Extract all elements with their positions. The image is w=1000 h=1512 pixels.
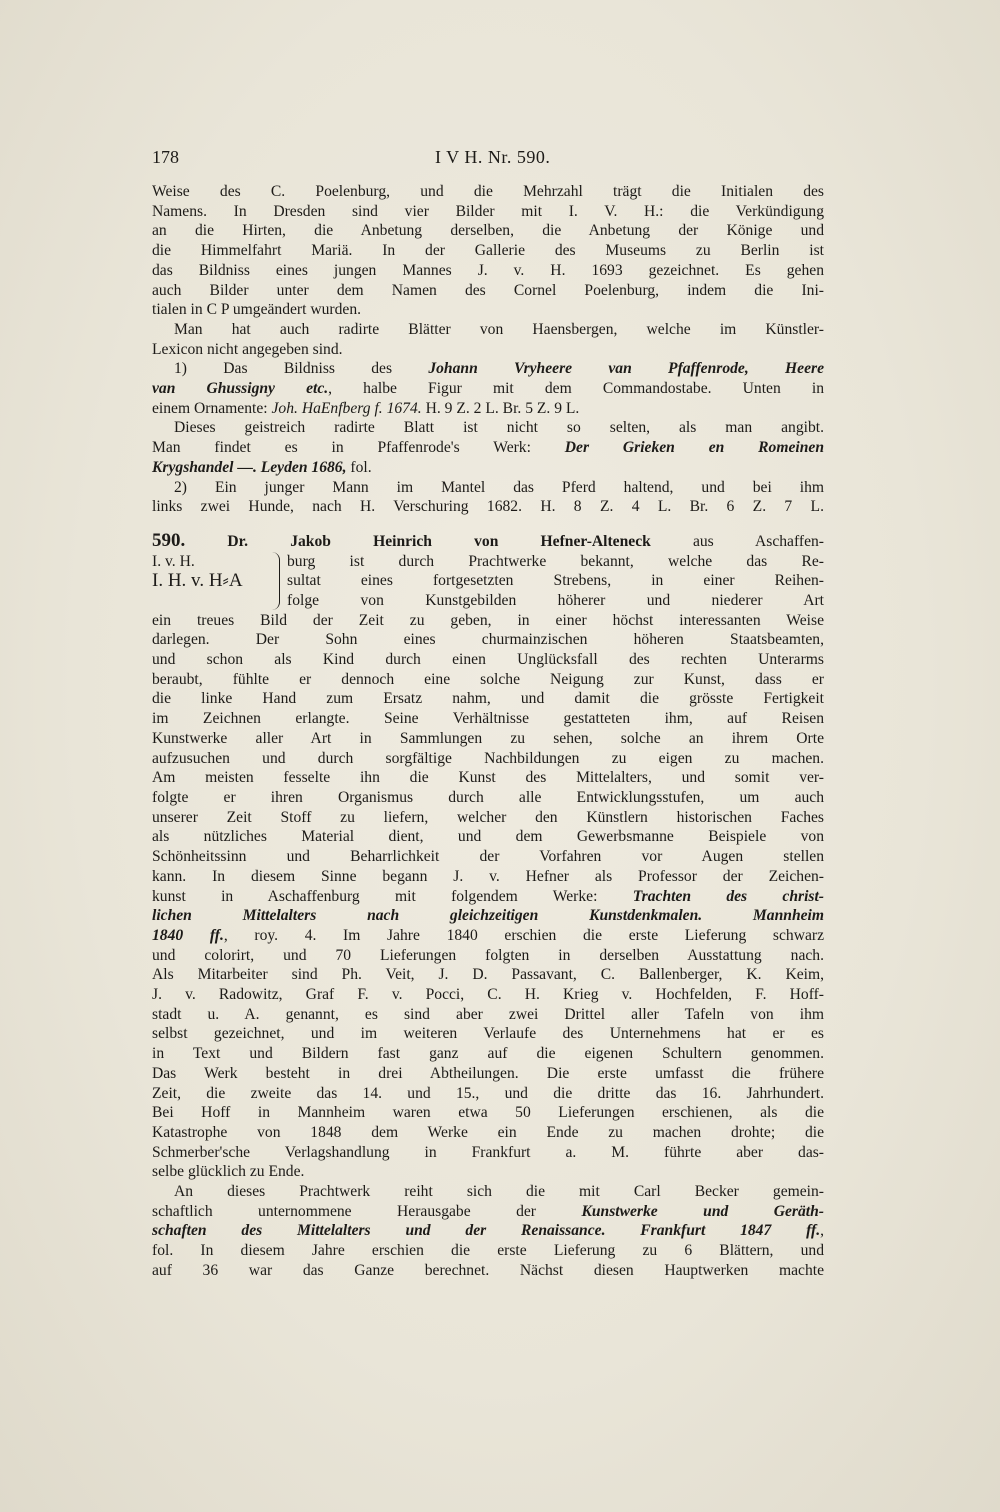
monogram-block (152, 552, 824, 611)
entry-number: 590. (152, 529, 186, 551)
text-line: Dieses geistreich radirte Blatt ist nicht so selten, als man angibt. (174, 419, 824, 437)
text-line (152, 399, 824, 419)
work-title: Kunstwerke und Geräth- (581, 1202, 824, 1220)
running-title: I V H. Nr. 590. (435, 147, 551, 167)
monogram-side-text (287, 552, 824, 611)
monograms (152, 552, 272, 591)
text-line (152, 1202, 824, 1222)
text-line (152, 531, 824, 552)
paragraph-3 (152, 359, 824, 418)
text-line: die Himmelfahrt Mariä. In der Gallerie des Museums zu Berlin ist (152, 242, 824, 260)
work-title: lichen Mittelalters nach gleichzeitigen Kunstdenkmalen. Mannheim (152, 907, 824, 925)
text-line: Bei Hoff in Mannheim waren etwa 50 Lieferungen erschienen, als die (152, 1104, 824, 1122)
text-line: selbst gezeichnet, und im weiteren Verlaufe des Unternehmens hat er es (152, 1025, 824, 1043)
text-line: stadt u. A. genannt, es sind aber zwei Drittel aller Tafeln von ihm (152, 1005, 824, 1023)
text-run: aus Aschaffen- (650, 532, 824, 550)
work-title: 1840 ff. (152, 926, 224, 944)
text-line: links zwei Hunde, nach H. Verschuring 1682. H. 8 Z. 4 L. Br. 6 Z. 7 L. (152, 498, 824, 516)
text-line: Als Mitarbeiter sind Ph. Veit, J. D. Passavant, C. Ballenberger, K. Keim, (152, 966, 824, 984)
text-line: folgte er ihren Organismus durch alle Entwicklungsstufen, um auch (152, 788, 824, 806)
text-line (152, 926, 824, 946)
text-line: Zeit, die zweite das 14. und 15., und die dritte das 16. Jahrhundert. (152, 1084, 824, 1102)
text-line: in Text und Bildern fast ganz auf die eigenen Schultern genommen. (152, 1045, 824, 1063)
inscription: Joh. HaEnfberg f. 1674. (271, 399, 422, 417)
text-line (152, 438, 824, 458)
text-line: Schmerber'sche Verlagshandlung in Frankfurt a. M. führte aber das- (152, 1143, 824, 1161)
text-line (152, 458, 824, 478)
text-line (152, 379, 824, 399)
text-line: auch Bilder unter dem Namen des Cornel Poelenburg, indem die Ini- (152, 281, 824, 299)
page-number: 178 (152, 147, 179, 167)
entry-590-body-b (152, 1182, 824, 1281)
text-line: kann. In diesem Sinne begann J. v. Hefner als Professor der Zeichen- (152, 867, 824, 885)
text-line: Kunstwerke aller Art in Sammlungen zu sehen, solche an ihrem Orte (152, 729, 824, 747)
text-body (152, 182, 824, 1281)
text-line: Am meisten fesselte ihn die Kunst des Mittelalters, und somit ver- (152, 769, 824, 787)
text-line: 2) Ein junger Mann im Mantel das Pferd haltend, und bei ihm (174, 478, 824, 496)
text-run: Man findet es in Pfaffenrode's Werk: (152, 439, 565, 457)
text-line: Lexicon nicht angegeben sind. (152, 340, 343, 358)
work-title: van Ghussigny etc. (152, 380, 329, 398)
section-gap (152, 517, 824, 531)
text-run: einem Ornamente: (152, 399, 272, 417)
text-line: im Zeichnen erlangte. Seine Verhältnisse gestatteten ihm, auf Reisen (152, 710, 824, 728)
paragraph-1 (152, 182, 824, 320)
text-line (152, 359, 824, 379)
text-line: Namens. In Dresden sind vier Bilder mit I. V. H.: die Verkündigung (152, 202, 824, 220)
text-line (152, 1221, 824, 1241)
text-line: als nützliches Material dient, und dem Gewerbsmanne Beispiele von (152, 828, 824, 846)
text-line: fol. In diesem Jahre erschien die erste Lieferung zu 6 Blättern, und (152, 1242, 824, 1260)
text-line: und colorirt, und 70 Lieferungen folgten in derselben Ausstattung nach. (152, 946, 824, 964)
artist-name: Dr. Jakob Heinrich von Hefner-Alteneck (227, 532, 651, 550)
text-run: , halbe Figur mit dem Commandostabe. Unten in (328, 380, 824, 398)
text-line: selbe glücklich zu Ende. (152, 1163, 305, 1181)
text-line: Man hat auch radirte Blätter von Haensbergen, welche im Künstler- (174, 320, 824, 338)
text-run: fol. (346, 458, 372, 476)
text-run: schaftlich unternommene Herausgabe der (152, 1202, 582, 1220)
text-line: auf 36 war das Ganze berechnet. Nächst diesen Hauptwerken machte (152, 1261, 824, 1279)
paragraph-5 (152, 478, 824, 517)
entry-590-body-a (152, 611, 824, 1182)
text-line: J. v. Radowitz, Graf F. v. Pocci, C. H. Krieg v. Hochfelden, F. Hoff- (152, 986, 824, 1004)
text-line: aufzusuchen und durch sorgfältige Nachbildungen zu eigen zu machen. (152, 749, 824, 767)
text-line: unserer Zeit Stoff zu liefern, welcher den Künstlern historischen Faches (152, 808, 824, 826)
work-title: schaften des Mittelalters und der Renaissance. Frankfurt 1847 ff. (152, 1222, 821, 1240)
text-line: sultat eines fortgesetzten Strebens, in einer Reihen- (287, 572, 824, 590)
text-line: folge von Kunstgebilden höherer und niederer Art (287, 592, 824, 610)
page-header (152, 147, 824, 171)
text-run: 1) Das Bildniss des (174, 360, 429, 378)
text-line: die linke Hand zum Ersatz nahm, und damit die grösste Fertigkeit (152, 690, 824, 708)
text-line: das Bildniss eines jungen Mannes J. v. H. 1693 gezeichnet. Es gehen (152, 261, 824, 279)
text-run: , (820, 1222, 824, 1240)
text-line: ein treues Bild der Zeit zu geben, in einer höchst interessanten Weise (152, 611, 824, 629)
work-title: Johann Vryheere van Pfaffenrode, Heere (428, 360, 824, 378)
text-line: und schon als Kind durch einen Unglücksfall des rechten Unterarms (152, 651, 824, 669)
text-line (152, 887, 824, 907)
text-line: Weise des C. Poelenburg, und die Mehrzahl trägt die Initialen des (152, 183, 824, 200)
work-title: Krygshandel —. Leyden 1686, (152, 458, 347, 476)
text-line: burg ist durch Prachtwerke bekannt, welche das Re- (287, 552, 824, 570)
text-line: Katastrophe von 1848 dem Werke ein Ende zu machen drohte; die (152, 1123, 824, 1141)
paragraph-2 (152, 320, 824, 359)
text-line: tialen in C P umgeändert wurden. (152, 301, 362, 319)
text-line (152, 906, 824, 926)
text-line: darlegen. Der Sohn eines churmainzischen höheren Staatsbeamten, (152, 631, 824, 649)
text-run: kunst in Aschaffenburg mit folgendem Werke: (152, 887, 633, 905)
entry-590-heading (152, 531, 824, 552)
text-line: An dieses Prachtwerk reiht sich die mit Carl Becker gemein- (174, 1183, 824, 1201)
text-run: H. 9 Z. 2 L. Br. 5 Z. 9 L. (421, 399, 580, 417)
text-line: an die Hirten, die Anbetung derselben, die Anbetung der Könige und (152, 222, 824, 240)
monogram-1: I. v. H. (152, 552, 195, 570)
text-line: Schönheitssinn und Beharrlichkeit der Vorfahren vor Augen stellen (152, 848, 824, 866)
text-run: , roy. 4. Im Jahre 1840 erschien die erste Lieferung schwarz (223, 926, 824, 944)
paragraph-4 (152, 418, 824, 477)
brace (269, 552, 280, 610)
work-title: Trachten des christ- (632, 887, 824, 905)
text-line: Das Werk besteht in drei Abtheilungen. Die erste umfasst die frühere (152, 1064, 824, 1082)
work-title: Der Grieken en Romeinen (564, 439, 824, 457)
monogram-2: I. H. v. H⸗A (152, 570, 243, 592)
text-line: beraubt, fühlte er dennoch eine solche Neigung zur Kunst, dass er (152, 670, 824, 688)
